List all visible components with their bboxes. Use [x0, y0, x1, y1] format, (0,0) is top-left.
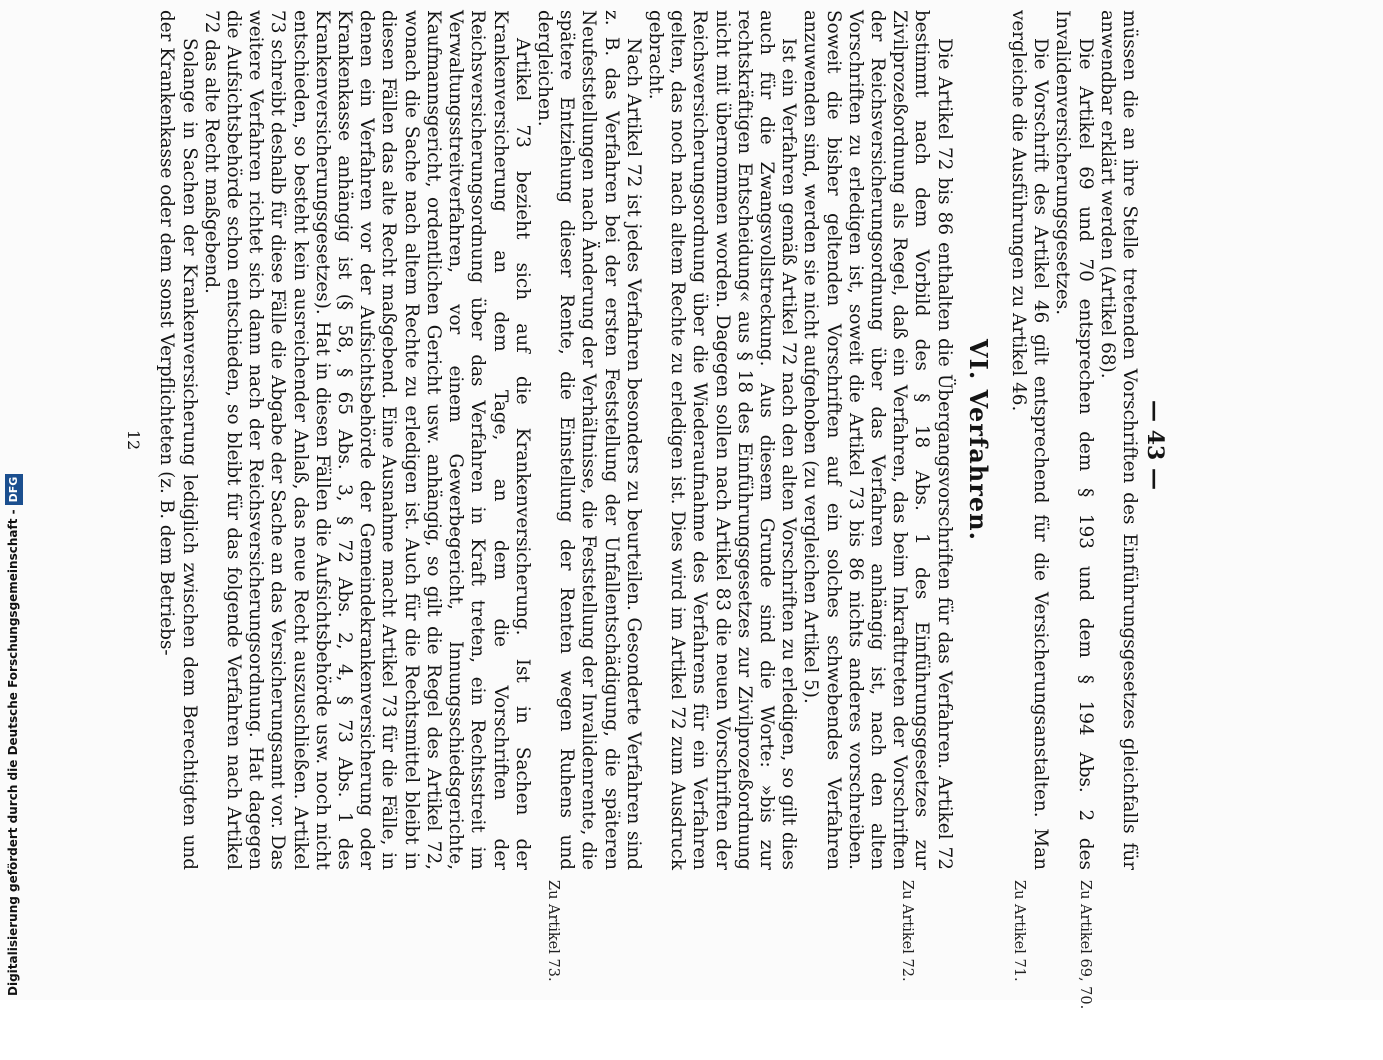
- section-title: VI. Verfahren.: [963, 339, 993, 541]
- dfg-logo-icon: DFG: [5, 474, 23, 506]
- paragraph-5: Ist ein Verfahren gemäß Artikel 72 nach den alten Vorschriften zu erledigen, so gilt dies auch für die Zwangsvollstreckung. Aus diesem Grunde sind die Worte: »bis zur rechtskräftigen Entscheidung« aus § 18 des Einführungsgesetzes zur Zivilprozeßordnung nicht mit übernommen worden. Dagegen sollen nach Artikel 83 die neuen Vorschriften der Reichsversicherungsordnung über die Wiederaufnahme des Verfahrens für ein Verfahren gelten, das noch nach altem Rechte zu erledigen ist. Dies wird im Artikel 72 zum Ausdruck gebracht.: [644, 10, 800, 870]
- page-body: [155, 10, 1140, 870]
- paragraph-3: Die Vorschrift des Artikel 46 gilt entsprechend für die Versicherungsanstalten. Man vergleiche die Ausführungen zu Artikel 46.: [1007, 10, 1052, 870]
- paragraph-1: müssen die an ihre Stelle tretenden Vorschriften des Einführungsgesetzes gleichfalls für anwendbar erklärt werden (Artikel 68).: [1096, 10, 1140, 870]
- credit-text: Digitalisierung gefördert durch die Deutsche Forschungsgemeinschaft -: [6, 509, 20, 996]
- paragraph-4: Die Artikel 72 bis 86 enthalten die Übergangsvorschriften für das Verfahren. Artikel 72 bestimmt nach dem Vorbild des § 18 Abs. 1 des Einführungsgesetzes zur Zivilprozeßordnung als Regel, daß ein Verfahren, das beim Inkrafttreten der Vorschriften der Reichsversicherungsordnung über das Verfahren anhängig ist, nach den alten Vorschriften zu erledigen ist, soweit die Artikel 73 bis 86 nichts anderes vorschreiben. Soweit die bisher geltenden Vorschriften auf ein solches schwebendes Verfahren anzuwenden sind, werden sie nicht aufgehoben (zu vergleichen Artikel 5).: [800, 10, 955, 870]
- digitization-credit: [4, 0, 22, 996]
- rotated-page: [120, 10, 1168, 1010]
- paragraph-6: Nach Artikel 72 ist jedes Verfahren besonders zu beurteilen. Gesonderte Verfahren sind z. B. das Verfahren bei der ersten Feststellung der Unfallentschädigung, die späteren Neufeststellungen nach Änderung der Verhältnisse, die Feststellung der Invalidenrente, die spätere Entziehung dieser Rente, die Einstellung der Renten wegen Ruhens und dergleichen.: [533, 10, 644, 870]
- paragraph-8: Solange in Sachen der Krankenversicherung lediglich zwischen dem Berechtigten und der Krankenkasse oder dem sonst Verpflichteten (z. B. dem Betriebs-: [156, 10, 200, 870]
- margin-note-art72: Zu Artikel 72.: [899, 880, 915, 982]
- paragraph-7: Artikel 73 bezieht sich auf die Krankenversicherung. Ist in Sachen der Krankenversicherung an dem Tage, an dem die Vorschriften der Reichsversicherungsordnung über das Verfahren in Kraft treten, ein Rechtsstreit im Verwaltungsstreitverfahren, vor einem Gewerbegericht, Innungsschiedsgerichte, Kaufmannsgericht, ordentlichen Gericht usw. anhängig, so gilt die Regel des Artikel 72, wonach die Sache nach altem Rechte zu erledigen ist. Auch für die Rechtsmittel bleibt in diesen Fällen das alte Recht maßgebend. Eine Ausnahme macht Artikel 73 für die Fälle, in denen ein Verfahren vor der Aufsichtsbehörde der Gemeindekrankenversicherung oder Krankenkasse anhängig ist (§ 58, § 65 Abs. 3, § 72 Abs. 2, 4, § 73 Abs. 1 des Krankenversicherungsgesetzes). Hat in diesen Fällen die Aufsichtsbehörde usw. noch nicht entschieden, so besteht kein ausreichender Anlaß, das neue Recht auszuschließen. Artikel 73 schreibt deshalb für diese Fälle die Abgabe der Sache an das Versicherungsamt vor. Das weitere Verfahren richtet sich dann nach der Reichsversicherungsordnung. Hat dagegen die Aufsichtsbehörde schon entschieden, so bleibt für das folgende Verfahren nach Artikel 72 das alte Recht maßgebend.: [200, 10, 533, 870]
- paragraph-2: Die Artikel 69 und 70 entsprechen dem § 193 und dem § 194 Abs. 2 des Invalidenversicherungsgesetzes.: [1052, 10, 1096, 870]
- page-header: — 43 —: [1142, 400, 1168, 490]
- margin-note-art71: Zu Artikel 71.: [1011, 880, 1027, 982]
- footer-page-number: 12: [124, 429, 143, 451]
- margin-note-art73: Zu Artikel 73.: [545, 880, 561, 982]
- margin-note-art69-70: Zu Artikel 69, 70.: [1077, 880, 1093, 1010]
